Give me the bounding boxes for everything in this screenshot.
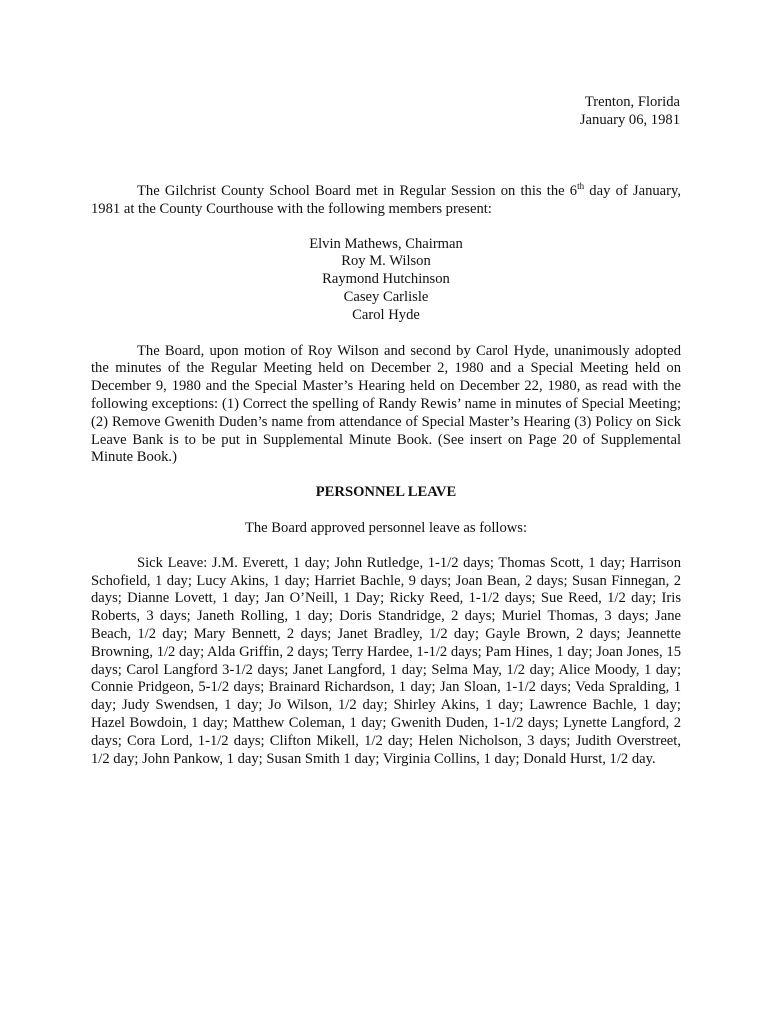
document-body — [91, 183, 681, 768]
opening-text-continued: day of January, 1981 at the County Courthouse with the following members present: — [91, 183, 681, 217]
member-name: Roy M. Wilson — [341, 253, 431, 270]
opening-paragraph — [91, 183, 681, 219]
opening-text: The Gilchrist County School Board met in Regular Session on this the 6 — [137, 183, 578, 199]
ordinal-suffix: th — [577, 181, 585, 192]
date-line: January 06, 1981 — [579, 111, 680, 128]
place-date-block — [580, 94, 680, 130]
member-name: Carol Hyde — [352, 306, 420, 323]
member-name: Elvin Mathews, Chairman — [309, 235, 463, 252]
member-name: Casey Carlisle — [343, 288, 429, 305]
leave-intro: The Board approved personnel leave as follows: — [244, 519, 528, 536]
members-list — [91, 236, 681, 325]
member-name: Raymond Hutchinson — [322, 271, 450, 288]
minutes-paragraph: The Board, upon motion of Roy Wilson and second by Carol Hyde, unanimously adopted the minutes of the Regular Meeting held on December 2, 1980 and a Special Meeting held on December 9, 1980 and the Special Master’s Hearing held on December 22, 1980, as read with the following exceptions: (1) Correct the spelling of Randy Rewis’ name in minutes of Special Meeting; (2) Remove Gwenith Duden’s name from attendance of Special Master’s Hearing (3) Policy on Sick Leave Bank is to be put in Supplemental Minute Book. (See insert on Page 20 of Supplemental Minute Book.) — [91, 342, 681, 466]
sick-leave-paragraph: Sick Leave: J.M. Everett, 1 day; John Rutledge, 1-1/2 days; Thomas Scott, 1 day; Harrison Schofield, 1 day; Lucy Akins, 1 day; Harriet Bachle, 9 days; Joan Bean, 2 days; Susan Finnegan, 2 days; Dianne Lovett, 1 day; Jan O’Neill, 1 Day; Ricky Reed, 1-1/2 days; Sue Reed, 1/2 day; Iris Roberts, 3 days; Janeth Rolling, 1 day; Doris Standridge, 2 days; Muriel Thomas, 3 days; Jane Beach, 1/2 day; Mary Bennett, 2 days; Janet Bradley, 1/2 day; Gayle Brown, 2 days; Jeannette Browning, 1/2 day; Alda Griffin, 2 days; Terry Hardee, 1-1/2 days; Pam Hines, 1 day; Joan Jones, 15 days; Carol Langford 3-1/2 days; Janet Langford, 1 day; Selma May, 1/2 day; Alice Moody, 1 day; Connie Pridgeon, 5-1/2 days; Brainard Richardson, 1 day; Jan Sloan, 1-1/2 days; Veda Spralding, 1 day; Judy Swendsen, 1 day; Jo Wilson, 1/2 day; Shirley Akins, 1 day; Lawrence Bachle, 1 day; Hazel Bowdoin, 1 day; Matthew Coleman, 1 day; Gwenith Duden, 1-1/2 days; Lynette Langford, 2 days; Cora Lord, 1-1/2 days; Clifton Mikell, 1/2 day; Helen Nicholson, 3 days; Judith Overstreet, 1/2 day; John Pankow, 1 day; Susan Smith 1 day; Virginia Collins, 1 day; Donald Hurst, 1/2 day. — [91, 554, 681, 767]
section-heading: PERSONNEL LEAVE — [315, 484, 457, 501]
location-line: Trenton, Florida — [584, 94, 680, 110]
